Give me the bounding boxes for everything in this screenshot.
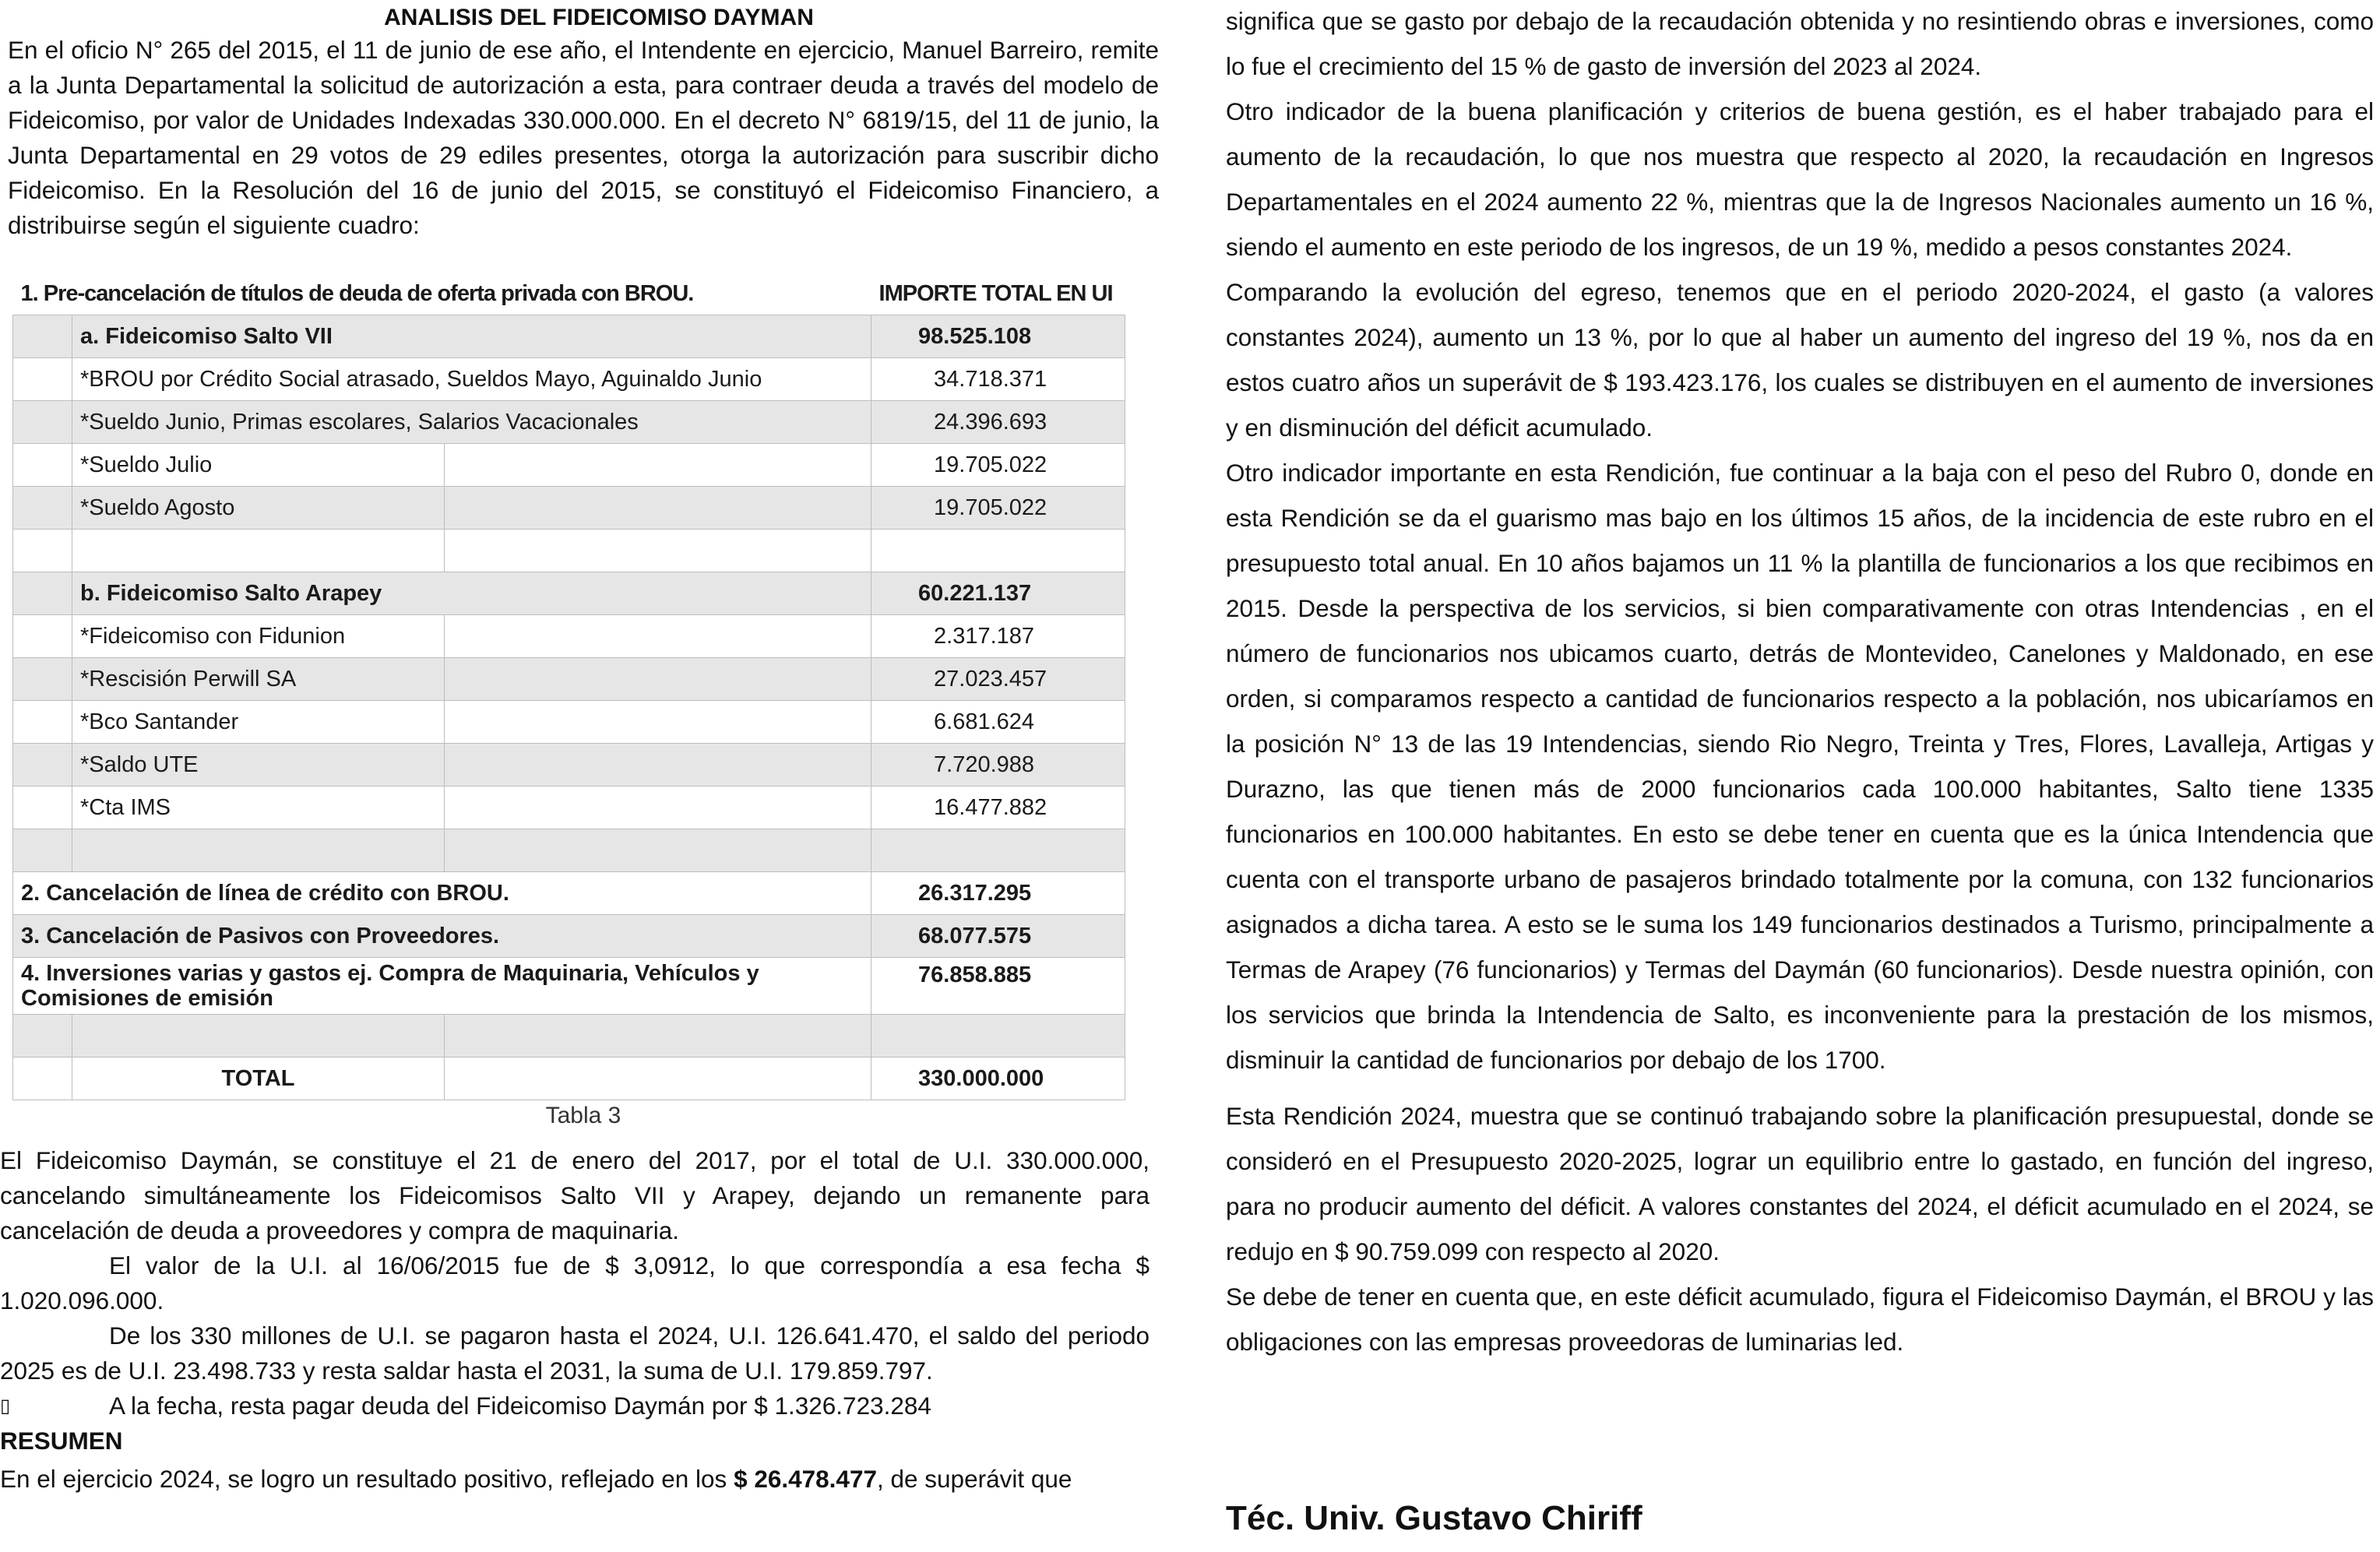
table-row (13, 958, 1125, 1015)
item-amount: 19.705.022 (871, 444, 1125, 487)
row4-label: 4. Inversiones varias y gastos ej. Compra de Maquinaria, Vehículos y Comisiones de emisión (13, 958, 871, 1015)
table-row (13, 872, 1125, 915)
item-label: *Cta IMS (72, 787, 445, 829)
missing-glyph-icon: ▯ (0, 1395, 11, 1417)
paragraph-text: A la fecha, resta pagar deuda del Fideicomiso Daymán por $ 1.326.723.284 (109, 1392, 931, 1420)
paragraph: significa que se gasto por debajo de la recaudación obtenida y no resintiendo obras e inversiones, como lo fue el crecimiento del 15 % de gasto de inversión del 2023 al 2024. (1226, 7, 2374, 80)
paragraph: El valor de la U.I. al 16/06/2015 fue de $ 3,0912, lo que correspondía a esa fecha $ 1.020.096.000. (0, 1251, 1150, 1314)
resumen-paragraph (0, 1462, 1150, 1497)
paragraph: Otro indicador importante en esta Rendición, fue continuar a la baja con el peso del Rubro 0, donde en esta Rendición se da el guarismo mas bajo en los últimos 15 años, de la incidencia de este rubro en el presupuesto total anual. En 10 años bajamos un 11 % la plantilla de funcionarios a los que recibimos en 2015. Desde la perspectiva de los servicios, si bien comparativamente con otras Intendencias , en el número de funcionarios nos ubicamos cuarto, detrás de Montevideo, Canelones y Maldonado, en ese orden, si comparamos respecto a cantidad de funcionarios respecto a la población, nos ubicaríamos en la posición N° 13 de las 19 Intendencias, siendo Rio Negro, Treinta y Tres, Flores, Lavalleja, Artigas y Durazno, las que tienen más de 2000 funcionarios cada 100.000 habitantes, Salto tiene 1335 funcionarios en 100.000 habitantes. En esto se debe tener en cuenta que es la única Intendencia que cuenta con el transporte urbano de pasajeros brindado totalmente por la comuna, con 132 funcionarios asignados a dicha tarea. A esto se le suma los 149 funcionarios destinados a Turismo, principalmente a Termas de Arapey (76 funcionarios) y Termas del Daymán (60 funcionarios). Desde nuestra opinión, con los servicios que brinda la Intendencia de Salto, es inconveniente para la prestación de los mismos, disminuir la cantidad de funcionarios por debajo de los 1700. (1226, 459, 2374, 1074)
paragraph: De los 330 millones de U.I. se pagaron hasta el 2024, U.I. 126.641.470, el saldo del periodo 2025 es de U.I. 23.498.733 y resta saldar hasta el 2031, la suma de U.I. 179.859.797. (0, 1321, 1150, 1385)
paragraph: Otro indicador de la buena planificación y criterios de buena gestión, es el haber trabajado para el aumento de la recaudación, lo que nos muestra que respecto al 2020, la recaudación en Ingresos Departamentales en el 2024 aumento 22 %, mientras que la de Ingresos Nacionales aumento un 16 %, siendo el aumento en este periodo de los ingresos, de un 19 %, medido a pesos constantes 2024. (1226, 97, 2374, 261)
page-title: ANALISIS DEL FIDEICOMISO DAYMAN (384, 5, 814, 30)
table-row (13, 658, 1125, 701)
table-row (13, 358, 1125, 401)
table-row (13, 701, 1125, 744)
b-label: b. Fideicomiso Salto Arapey (72, 572, 871, 615)
b-amount: 60.221.137 (871, 572, 1125, 615)
table-row (13, 444, 1125, 487)
item-amount: 6.681.624 (871, 701, 1125, 744)
item-amount: 24.396.693 (871, 401, 1125, 444)
paragraph: Se debe de tener en cuenta que, en este déficit acumulado, figura el Fideicomiso Daymán, el BROU y las obligaciones con las empresas proveedoras de luminarias led. (1226, 1283, 2374, 1356)
item-amount: 27.023.457 (871, 658, 1125, 701)
paragraph: Comparando la evolución del egreso, tenemos que en el periodo 2020-2024, el gasto (a valores constantes 2024), aumento un 13 %, por lo que al haber un aumento del ingreso del 19 %, nos da en estos cuatro años un superávit de $ 193.423.176, los cuales se distribuyen en el aumento de inversiones y en disminución del déficit acumulado. (1226, 278, 2374, 442)
total-amount: 330.000.000 (871, 1058, 1125, 1100)
row3-amount: 68.077.575 (871, 915, 1125, 958)
paragraph: Esta Rendición 2024, muestra que se continuó trabajando sobre la planificación presupuestal, donde se consideró en el Presupuesto 2020-2025, lograr un equilibrio entre lo gastado, en función del ingreso, para no producir aumento del déficit. A valores constantes del 2024, el déficit acumulado en el 2024, se redujo en $ 90.759.099 con respecto al 2020. (1226, 1102, 2374, 1265)
item-label: *Saldo UTE (72, 744, 445, 787)
header-label: 1. Pre-cancelación de títulos de deuda de oferta privada con BROU. (13, 273, 871, 315)
table-row (13, 787, 1125, 829)
item-amount: 7.720.988 (871, 744, 1125, 787)
spacer-row (13, 1015, 1125, 1058)
fideicomiso-table-wrap (12, 273, 1125, 1100)
right-column (1226, 0, 2374, 1364)
a-label: a. Fideicomiso Salto VII (72, 315, 871, 358)
header-amount: IMPORTE TOTAL EN UI (871, 273, 1125, 315)
spacer-row (13, 530, 1125, 572)
item-amount: 19.705.022 (871, 487, 1125, 530)
spacer-row (13, 829, 1125, 872)
table-row (13, 401, 1125, 444)
row2-amount: 26.317.295 (871, 872, 1125, 915)
table-caption: Tabla 3 (545, 1103, 621, 1128)
item-label: *BROU por Crédito Social atrasado, Sueldos Mayo, Aguinaldo Junio (72, 358, 871, 401)
table-row (13, 744, 1125, 787)
paragraph (0, 1388, 1150, 1424)
left-column-lower (0, 1143, 1150, 1497)
fideicomiso-table (12, 273, 1125, 1100)
total-label: TOTAL (72, 1058, 445, 1100)
row2-label: 2. Cancelación de línea de crédito con BROU. (13, 872, 871, 915)
table-row (13, 615, 1125, 658)
item-label: *Sueldo Junio, Primas escolares, Salarios Vacacionales (72, 401, 871, 444)
item-label: *Bco Santander (72, 701, 445, 744)
row4-amount: 76.858.885 (871, 958, 1125, 1015)
a-amount: 98.525.108 (871, 315, 1125, 358)
item-amount: 34.718.371 (871, 358, 1125, 401)
item-label: *Fideicomiso con Fidunion (72, 615, 445, 658)
signature: Téc. Univ. Gustavo Chiriff (1226, 1499, 1642, 1537)
item-label: *Sueldo Julio (72, 444, 445, 487)
item-amount: 16.477.882 (871, 787, 1125, 829)
resumen-text: , de superávit que (877, 1465, 1072, 1493)
table-header-row (13, 273, 1125, 315)
table-row (13, 315, 1125, 358)
item-label: *Rescisión Perwill SA (72, 658, 445, 701)
resumen-amount: $ 26.478.477 (734, 1465, 877, 1493)
resumen-text: En el ejercicio 2024, se logro un resultado positivo, reflejado en los (0, 1465, 734, 1493)
item-label: *Sueldo Agosto (72, 487, 445, 530)
table-row (13, 487, 1125, 530)
table-row (13, 572, 1125, 615)
left-column (8, 0, 1159, 243)
item-amount: 2.317.187 (871, 615, 1125, 658)
paragraph: El Fideicomiso Daymán, se constituye el 21 de enero del 2017, por el total de U.I. 330.000.000, cancelando simultáneamente los Fideicomisos Salto VII y Arapey, dejando un remanente para cancelación de deuda a proveedores y compra de maquinaria. (0, 1146, 1150, 1244)
table-row (13, 915, 1125, 958)
row3-label: 3. Cancelación de Pasivos con Proveedores. (13, 915, 871, 958)
resumen-heading: RESUMEN (0, 1427, 123, 1455)
intro-paragraph: En el oficio N° 265 del 2015, el 11 de junio de ese año, el Intendente en ejercicio, Manuel Barreiro, remite a la Junta Departamental la solicitud de autorización a esta, para contraer deuda a través del modelo de Fideicomiso, por valor de Unidades Indexadas 330.000.000. En el decreto N° 6819/15, del 11 de junio, la Junta Departamental en 29 votos de 29 ediles presentes, otorga la autorización para suscribir dicho Fideicomiso. En la Resolución del 16 de junio del 2015, se constituyó el Fideicomiso Financiero, a distribuirse según el siguiente cuadro: (8, 36, 1159, 239)
total-row (13, 1058, 1125, 1100)
